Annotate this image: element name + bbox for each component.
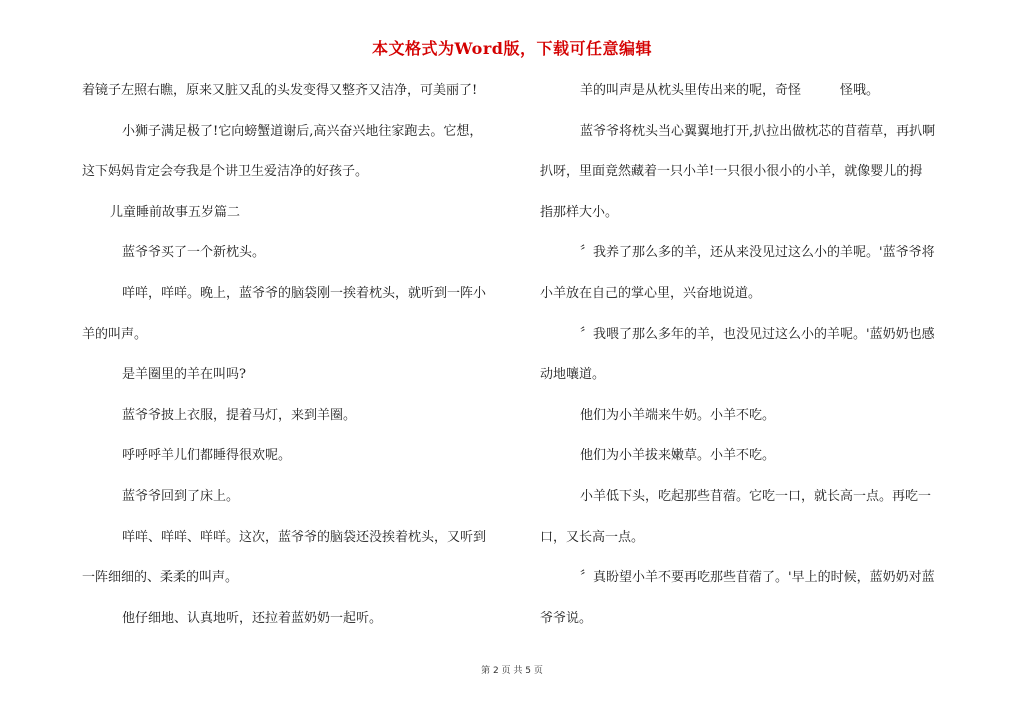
paragraph-line: 一阵细细的、柔柔的叫声。 bbox=[82, 570, 239, 586]
paragraph-line: 咩咩、咩咩、咩咩。这次，蓝爷爷的脑袋还没挨着枕头，又听到 bbox=[122, 529, 487, 545]
document-header-title: 本文格式为Word版，下载可任意编辑 bbox=[372, 39, 652, 58]
paragraph-line: 小羊低下头，吃起那些苜蓿。它吃一口，就长高一点。再吃一 bbox=[580, 488, 932, 504]
left-text-column bbox=[82, 78, 512, 646]
right-text-column bbox=[540, 78, 960, 646]
paragraph-line: 呼呼呼羊儿们都睡得很欢呢。 bbox=[122, 448, 292, 464]
page-number-footer: 第 2 页 共 5 页 bbox=[481, 666, 543, 676]
paragraph-line: 蓝爷爷披上衣服，提着马灯，来到羊圈。 bbox=[122, 407, 357, 423]
paragraph-line: 口，又长高一点。 bbox=[540, 529, 645, 545]
paragraph-line: 羊的叫声是从枕头里传出来的呢，奇怪 怪哦。 bbox=[580, 83, 880, 98]
paragraph-line: 他们为小羊端来牛奶。小羊不吃。 bbox=[580, 407, 776, 423]
paragraph-line: 指那样大小。 bbox=[540, 204, 619, 220]
paragraph-line: 动地嚷道。 bbox=[540, 367, 606, 383]
paragraph-line: 爷爷说。 bbox=[540, 610, 593, 626]
paragraph-line: 是羊圈里的羊在叫吗? bbox=[122, 367, 246, 383]
paragraph-line: 着镜子左照右瞧，原来又脏又乱的头发变得又整齐又洁净，可美丽了! bbox=[82, 83, 478, 98]
paragraph-line: 小羊放在自己的掌心里，兴奋地说道。 bbox=[540, 285, 762, 301]
paragraph-line: 〞真盼望小羊不要再吃那些苜蓿了。'早上的时候，蓝奶奶对蓝 bbox=[580, 570, 935, 586]
paragraph-line: 小狮子满足极了!它向螃蟹道谢后,高兴奋兴地往家跑去。它想， bbox=[122, 123, 483, 139]
paragraph-line: 羊的叫声。 bbox=[82, 326, 148, 342]
paragraph-line: 蓝爷爷回到了床上。 bbox=[122, 488, 240, 504]
paragraph-line: 蓝爷爷买了一个新枕头。 bbox=[122, 245, 266, 261]
paragraph-line: 这下妈妈肯定会夸我是个讲卫生爱洁净的好孩子。 bbox=[82, 164, 369, 180]
paragraph-line: 咩咩，咩咩。晚上，蓝爷爷的脑袋刚一挨着枕头，就听到一阵小 bbox=[122, 285, 487, 301]
paragraph-line: 他们为小羊拔来嫩草。小羊不吃。 bbox=[580, 448, 776, 464]
paragraph-line: 蓝爷爷将枕头当心翼翼地打开,扒拉出做枕芯的苜蓿草，再扒啊 bbox=[580, 123, 936, 139]
paragraph-line: 〞我养了那么多的羊，还从来没见过这么小的羊呢。'蓝爷爷将 bbox=[580, 245, 935, 261]
paragraph-line: 他仔细地、认真地听，还拉着蓝奶奶一起听。 bbox=[122, 610, 383, 626]
paragraph-line: 扒呀，里面竟然藏着一只小羊!一只很小很小的小羊，就像婴儿的拇 bbox=[540, 164, 923, 180]
section-heading: 儿童睡前故事五岁篇二 bbox=[110, 204, 241, 220]
paragraph-line: 〞我喂了那么多年的羊，也没见过这么小的羊呢。'蓝奶奶也感 bbox=[580, 326, 935, 342]
